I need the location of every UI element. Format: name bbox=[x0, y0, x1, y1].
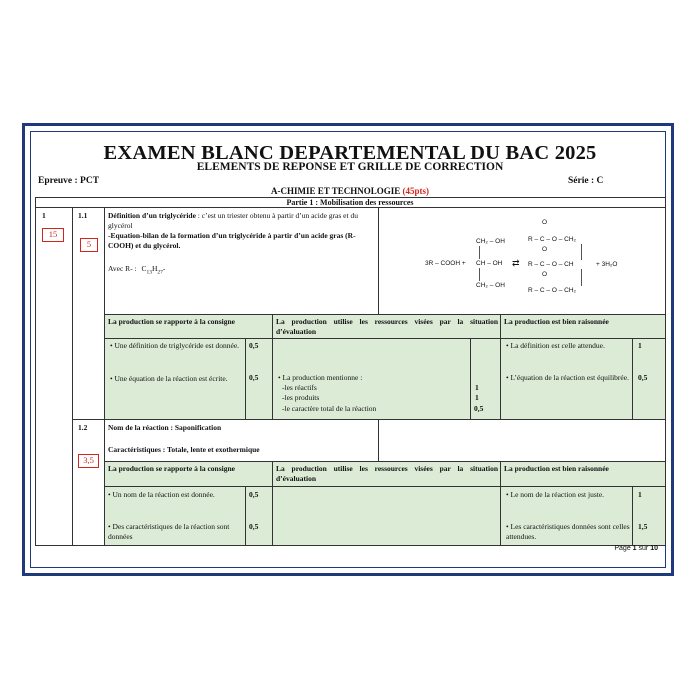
grid1-ressources-score-1: 1 bbox=[475, 383, 479, 392]
glycerol-bond-1 bbox=[479, 246, 480, 259]
equilibrium-arrow: ⇄ bbox=[512, 258, 520, 268]
section-name: A-CHIMIE ET TECHNOLOGIE bbox=[271, 186, 401, 196]
grid2-raisonnee-score-2: 1,5 bbox=[638, 522, 648, 531]
grid2-raisonnee-item-1: • Le nom de la réaction est juste. bbox=[506, 490, 630, 500]
formula-h: H bbox=[152, 264, 158, 273]
grid1-consigne-item-1: • Une définition de triglycéride est donnée. bbox=[110, 341, 242, 351]
ester-oxygen-3: O bbox=[542, 271, 548, 278]
grid1-consigne-item-2: • Une équation de la réaction est écrite. bbox=[110, 374, 242, 384]
reaction-characteristics: Caractéristiques : Totale, lente et exothermique bbox=[108, 445, 260, 454]
grid1-raisonnee-item-1: • La définition est celle attendue. bbox=[506, 341, 630, 351]
grid2-header-line bbox=[104, 486, 665, 487]
formula-sub-27: 27 bbox=[157, 269, 163, 276]
page-current: 1 bbox=[632, 545, 637, 552]
grid1-raisonnee-score-1: 1 bbox=[638, 341, 642, 350]
page-middle: sur bbox=[636, 545, 651, 552]
formula-sub-13: 13 bbox=[146, 269, 152, 276]
glycerol-line-3: CH₂ – OH bbox=[476, 282, 505, 289]
glycerol-line-1: CH₂ – OH bbox=[476, 238, 505, 245]
avec-label: Avec R- : bbox=[108, 264, 137, 273]
grid1-consigne-score-1: 0,5 bbox=[249, 341, 259, 350]
glycerol-bond-2 bbox=[479, 268, 480, 281]
q2-text-divider bbox=[378, 419, 379, 461]
question-divider bbox=[72, 419, 665, 420]
exercise-points-badge: 15 bbox=[42, 228, 64, 242]
grid1-col-line-1 bbox=[272, 314, 273, 419]
water-product: + 3H₂O bbox=[596, 261, 618, 268]
page-total: 10 bbox=[650, 545, 658, 552]
grid1-ressources-intro: • La production mentionne : bbox=[278, 373, 362, 383]
definition-body: : c’est un triester obtenu à partir d’un acide gras et du glycérol bbox=[108, 211, 358, 230]
equation-intro: -Equation-bilan de la formation d’un triglycéride à partir d’un acide gras (R-COOH) et du glycérol. bbox=[108, 231, 356, 250]
table-bottom-line bbox=[35, 545, 665, 546]
grid2-consigne-item-2: • Des caractéristiques de la réaction sont données bbox=[108, 522, 243, 541]
epreuve-label: Epreuve : PCT bbox=[38, 176, 100, 186]
grid1-header-ressources: La production utilise les ressources visées par la situation d’évaluation bbox=[276, 317, 498, 336]
reaction-name: Nom de la réaction : Saponification bbox=[108, 423, 222, 432]
grid1-col-line-2 bbox=[500, 314, 501, 419]
grid1-score-line-2 bbox=[470, 338, 471, 419]
definition-text bbox=[108, 211, 378, 230]
grid1-raisonnee-score-2: 0,5 bbox=[638, 373, 648, 382]
formula-dash: - bbox=[162, 264, 166, 273]
grid1-header-raisonnee: La production est bien raisonnée bbox=[504, 317, 609, 326]
formula-c: C bbox=[141, 264, 147, 273]
grid2-consigne-item-1: • Un nom de la réaction est donnée. bbox=[108, 490, 243, 500]
grid1-header-line bbox=[104, 338, 665, 339]
ester-oxygen-1: O bbox=[542, 219, 548, 226]
equation-divider bbox=[378, 207, 379, 314]
ester-bond-1 bbox=[581, 244, 582, 260]
grid1-ressources-item-2: -les produits bbox=[282, 393, 320, 402]
grid1-score-line-1 bbox=[245, 338, 246, 419]
definition-label: Définition d’un triglycéride bbox=[108, 211, 196, 220]
grid2-score-line-3 bbox=[632, 486, 633, 545]
document-title: EXAMEN BLANC DEPARTEMENTAL DU BAC 2025 bbox=[103, 142, 597, 164]
grid1-ressources-score-3: 0,5 bbox=[474, 404, 484, 413]
grid1-raisonnee-item-2: • L’équation de la réaction est équilibrée. bbox=[506, 373, 630, 383]
question-1-1-number: 1.1 bbox=[78, 211, 88, 220]
ester-line-3: R – C – O – CH₂ bbox=[528, 287, 577, 294]
avec-r-formula bbox=[108, 264, 165, 278]
partie-title: Partie 1 : Mobilisation des ressources bbox=[286, 198, 414, 207]
section-title bbox=[0, 186, 700, 196]
table-left-line bbox=[35, 197, 36, 545]
page-number bbox=[614, 545, 658, 552]
table-right-line bbox=[665, 197, 666, 545]
section-points: (45pts) bbox=[402, 186, 429, 196]
grid2-col-line-1 bbox=[272, 461, 273, 545]
grid2-raisonnee-score-1: 1 bbox=[638, 490, 642, 499]
grid2-consigne-score-1: 0,5 bbox=[249, 490, 259, 499]
question-1-2-number: 1.2 bbox=[78, 423, 88, 432]
grid2-header-ressources: La production utilise les ressources visées par la situation d’évaluation bbox=[276, 464, 498, 483]
grid2-raisonnee-item-2: • Les caractéristiques données sont celles attendues. bbox=[506, 522, 630, 541]
ester-bond-2 bbox=[581, 269, 582, 286]
grid1-header-consigne: La production se rapporte à la consigne bbox=[108, 317, 235, 326]
serie-label: Série : C bbox=[568, 176, 604, 186]
ester-line-1: R – C – O – CH₂ bbox=[528, 236, 577, 243]
ester-line-2: R – C – O – CH bbox=[528, 261, 574, 268]
document-subtitle: ELEMENTS DE REPONSE ET GRILLE DE CORRECTION bbox=[196, 161, 504, 173]
page-prefix: Page bbox=[614, 545, 633, 552]
ester-oxygen-2: O bbox=[542, 246, 548, 253]
question-1-1-points: 5 bbox=[80, 238, 98, 252]
exercise-number: 1 bbox=[42, 211, 46, 220]
grid1-consigne-score-2: 0,5 bbox=[249, 373, 259, 382]
acid-reactant: 3R – COOH + bbox=[425, 260, 466, 267]
grid1-ressources-item-1: -les réactifs bbox=[282, 383, 317, 392]
grid1-ressources-score-2: 1 bbox=[475, 393, 479, 402]
grid1-score-line-3 bbox=[632, 338, 633, 419]
grid2-header-consigne: La production se rapporte à la consigne bbox=[108, 464, 235, 473]
grid2-score-line-1 bbox=[245, 486, 246, 545]
grid1-ressources-item-3: -le caractère total de la réaction bbox=[282, 404, 377, 413]
grid2-consigne-score-2: 0,5 bbox=[249, 522, 259, 531]
question-1-2-points: 3,5 bbox=[78, 454, 99, 468]
grid2-header-raisonnee: La production est bien raisonnée bbox=[504, 464, 609, 473]
col-exercise-line bbox=[72, 207, 73, 545]
glycerol-line-2: CH – OH bbox=[476, 260, 503, 267]
partie-line bbox=[35, 207, 665, 208]
grid2-col-line-2 bbox=[500, 461, 501, 545]
